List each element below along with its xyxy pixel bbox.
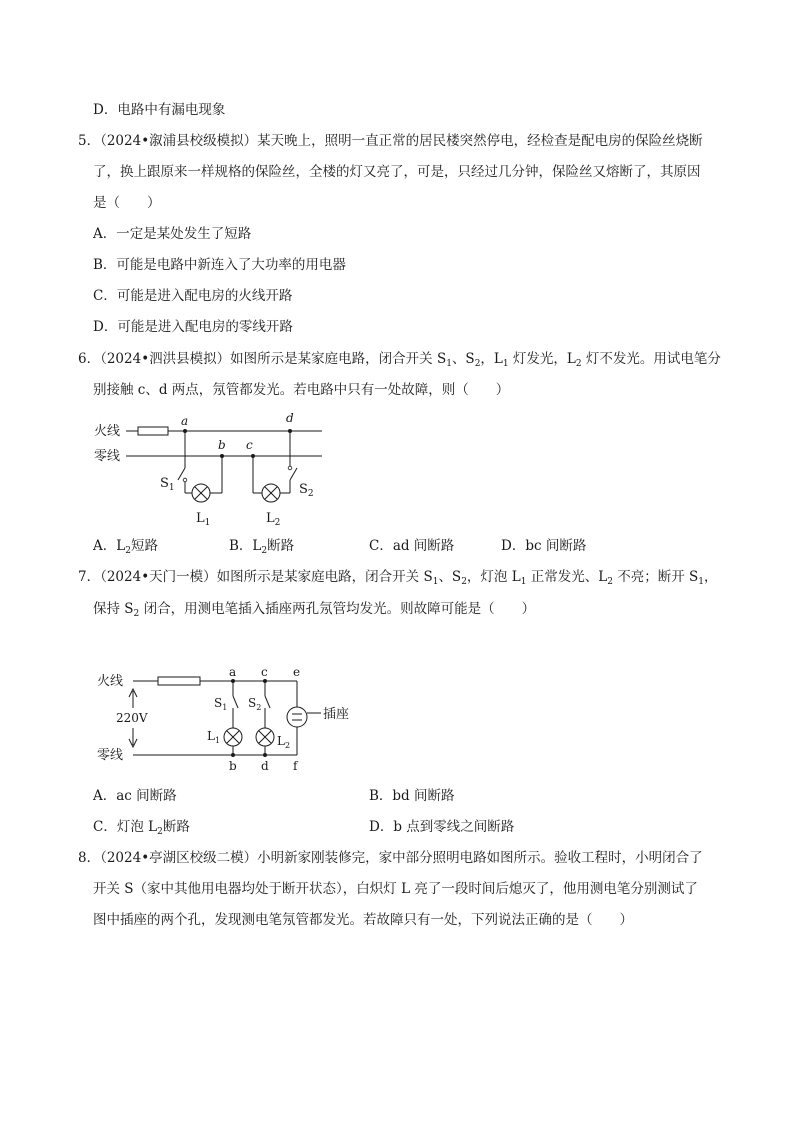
q7-socket-label: 插座 [323,707,350,722]
q7-switch1-label: $S_1$ [214,696,228,712]
q6-stem-line1: 6．（2024•泗洪县模拟）如图所示是某家庭电路，闭合开关 $S_1$、$S_2$，$L_1$ 灯发光，$L_2$ 灯不发光。用试电笔分 [78,351,721,369]
q7-option-b: B．bd 间断路 [369,788,455,804]
q5-stem-line3: 是（ ） [93,195,161,211]
q7-live-label: 火线 [97,674,124,689]
q6-point-a: a [181,414,189,428]
q6-option-b: B．$L_2$断路 [229,538,295,556]
q7-option-a: A．ac 间断路 [93,788,177,804]
q6-option-a: A．$L_2$短路 [93,538,158,556]
q8-stem-line3: 图中插座的两个孔，发现测电笔氖管都发光。若故障只有一处，下列说法正确的是（ ） [93,912,633,928]
q7-option-c: C．灯泡 $L_2$断路 [93,819,190,837]
q7-switch2-label: $S_2$ [248,696,262,712]
q6-option-d: D．bc 间断路 [501,538,587,554]
q6-point-b: b [218,438,226,452]
q6-lamp1-label: $L_1$ [196,511,211,528]
q6-switch1-label: $S_1$ [160,476,175,493]
q6-lamp2-label: $L_2$ [266,511,281,528]
q7-point-c: c [261,665,268,679]
q6-point-c: c [246,438,253,452]
q7-option-d: D．b 点到零线之间断路 [369,819,515,835]
q6-switch2-label: $S_2$ [299,482,314,499]
q6-stem-line2: 别接触 c、d 两点，氖管都发光。若电路中只有一处故障，则（ ） [93,382,510,398]
q5-option-c: C．可能是进入配电房的火线开路 [93,288,293,304]
q6-point-d: d [286,411,294,425]
q7-point-b: b [229,759,237,773]
q5-option-d: D．可能是进入配电房的零线开路 [93,319,293,335]
q8-stem-line2: 开关 S（家中其他用电器均处于断开状态），白炽灯 L 亮了一段时间后熄灭了，他用测电笔分别测试了 [93,881,698,897]
q6-live-label: 火线 [94,424,121,439]
q7-point-d: d [261,759,269,773]
q6-option-c: C．ad 间断路 [369,538,455,554]
q7-voltage-label: 220V [116,711,148,725]
q6-neutral-label: 零线 [94,449,121,464]
q5-option-b: B．可能是电路中新连入了大功率的用电器 [93,257,346,273]
q7-lamp1-label: $L_1$ [207,729,221,745]
q7-point-f: f [293,759,298,773]
q4-option-d: D．电路中有漏电现象 [93,102,226,118]
q7-stem-line1: 7．（2024•天门一模）如图所示是某家庭电路，闭合开关 $S_1$、$S_2$，灯泡 $L_1$ 正常发光、$L_2$ 不亮；断开 $S_1$， [78,569,718,587]
q7-lamp2-label: $L_2$ [277,734,291,750]
q7-neutral-label: 零线 [97,748,124,763]
q7-stem-line2: 保持 $S_2$ 闭合，用测电笔插入插座两孔氖管均发光。则故障可能是（ ） [93,601,536,619]
q7-point-a: a [229,665,237,679]
q8-stem-line1: 8．（2024•亭湖区校级二模）小明新家刚装修完，家中部分照明电路如图所示。验收工程时，小明闭合了 [78,850,703,866]
q5-stem-line1: 5．（2024•溆浦县校级模拟）某天晚上，照明一直正常的居民楼突然停电，经检查是配电房的保险丝烧断 [78,133,703,149]
q7-point-e: e [293,665,301,679]
q5-stem-line2: 了，换上跟原来一样规格的保险丝，全楼的灯又亮了，可是，只经过几分钟，保险丝又熔断了，其原因 [93,164,701,180]
q5-option-a: A．一定是某处发生了短路 [93,226,252,242]
